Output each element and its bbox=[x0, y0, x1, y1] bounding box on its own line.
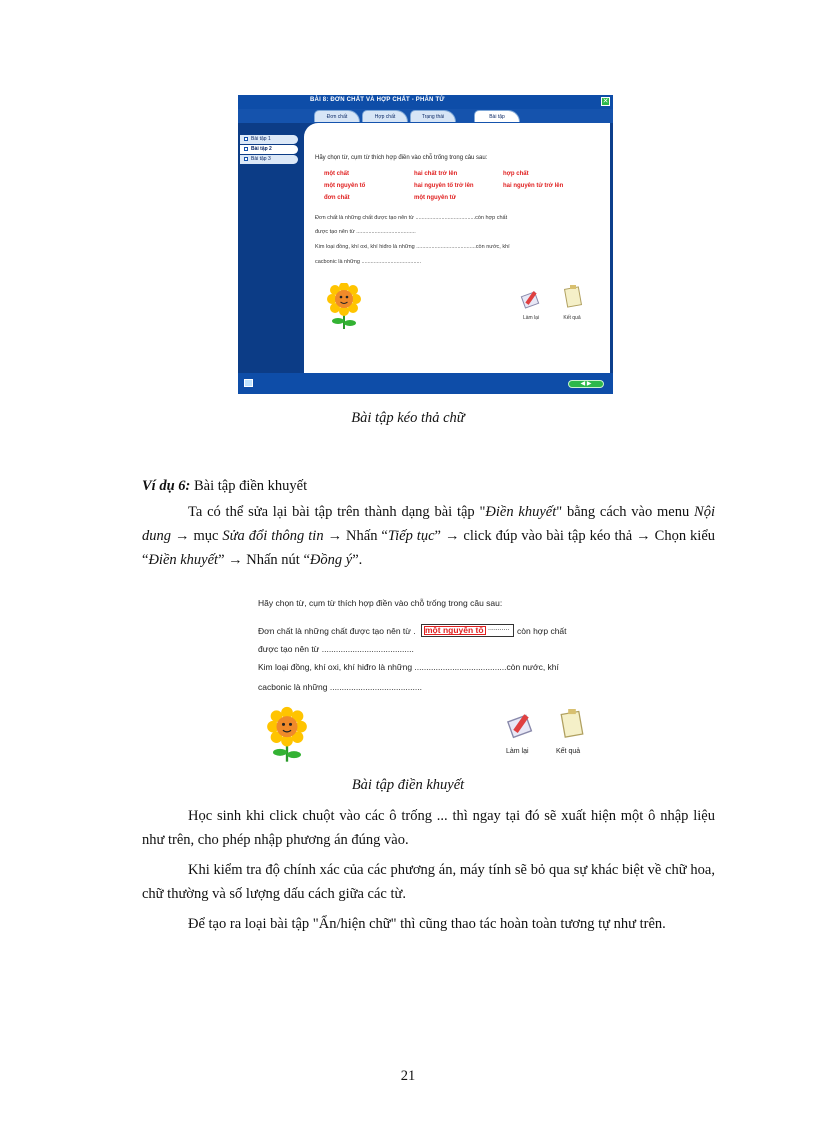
result-icon[interactable] bbox=[558, 706, 586, 740]
reset-icon[interactable] bbox=[506, 710, 536, 740]
figure-caption: Bài tập điền khuyết bbox=[351, 777, 465, 793]
figure-caption: Bài tập kéo thả chữ bbox=[351, 410, 465, 426]
sidebar-item-bai-tap-2[interactable] bbox=[240, 145, 298, 154]
fill-in-dots: ........... bbox=[488, 625, 510, 632]
example-title: Bài tập điền khuyết bbox=[190, 478, 308, 494]
sentence-line: Đơn chất là những chất được tạo nên từ .......................................còn hợp chất bbox=[315, 215, 508, 221]
sidebar-item-bai-tap-1[interactable] bbox=[240, 135, 298, 144]
window-title: BÀI 8: ĐƠN CHẤT VÀ HỢP CHẤT - PHÂN TỬ bbox=[310, 97, 445, 103]
example-heading bbox=[142, 474, 715, 498]
sentence-line: Đơn chất là những chất được tạo nên từ . bbox=[258, 626, 416, 636]
sentence-line: Kim loại đồng, khí oxi, khí hiđro là những .......................................còn nước, khí bbox=[315, 244, 510, 250]
sentence-line: cacbonic là những ....................................... bbox=[258, 682, 422, 692]
option-word[interactable]: hai nguyên tố trở lên bbox=[414, 183, 474, 189]
option-word[interactable]: một chất bbox=[324, 171, 350, 177]
emphasis: Sửa đổi thông tin bbox=[222, 528, 324, 544]
tab-don-chat[interactable]: Đơn chất bbox=[314, 110, 360, 122]
bottom-bar bbox=[238, 373, 613, 394]
text-run: ”. bbox=[352, 552, 363, 568]
question-text: Hãy chọn từ, cụm từ thích hợp điền vào chỗ trống trong câu sau: bbox=[258, 598, 503, 608]
text-run: → mục bbox=[171, 528, 223, 544]
sidebar-item-label: Bài tập 2 bbox=[251, 146, 272, 152]
reset-icon[interactable] bbox=[520, 288, 542, 310]
sentence-line: được tạo nên từ ....................................... bbox=[258, 644, 414, 654]
text-run: Ta có thể sửa lại bài tập trên thành dạng bài tập " bbox=[188, 504, 486, 520]
page-number: 21 bbox=[400, 1068, 416, 1084]
tab-bai-tap[interactable]: Bài tập bbox=[474, 110, 520, 122]
emphasis: Điền khuyết bbox=[485, 504, 557, 520]
result-label[interactable]: Kết quả bbox=[556, 748, 581, 755]
sidebar-item-label: Bài tập 3 bbox=[251, 156, 271, 162]
navigation-arrows-button[interactable]: ◀ ▶ bbox=[568, 380, 604, 388]
screenshot-fill-in-exercise bbox=[248, 592, 588, 772]
result-icon[interactable] bbox=[562, 283, 584, 309]
fill-in-input[interactable] bbox=[421, 624, 514, 637]
tab-hop-chat[interactable]: Hợp chất bbox=[362, 110, 408, 122]
exercise-canvas bbox=[304, 123, 610, 373]
reset-label[interactable]: Làm lại bbox=[522, 315, 540, 321]
emphasis: Điền khuyết bbox=[148, 552, 219, 568]
paragraph bbox=[142, 858, 715, 906]
text-run: " bằng cách vào menu bbox=[556, 504, 695, 520]
sunflower-mascot-icon bbox=[326, 283, 362, 331]
monitor-icon[interactable] bbox=[244, 379, 253, 387]
option-word[interactable]: hai chất trở lên bbox=[414, 171, 458, 177]
question-text: Hãy chọn từ, cụm từ thích hợp điền vào chỗ trống trong câu sau: bbox=[315, 155, 488, 161]
text-run: Học sinh khi click chuột vào các ô trống ... thì ngay tại đó sẽ xuất hiện một ô nhập liệu như trên, cho phép nhập phương án đúng vào. bbox=[142, 808, 715, 848]
paragraph bbox=[142, 804, 715, 852]
text-run: ” → Nhấn nút “ bbox=[218, 552, 310, 568]
reset-label[interactable]: Làm lại bbox=[506, 748, 529, 755]
tab-trang-thai[interactable]: Trạng thái bbox=[410, 110, 456, 122]
sentence-line: Kim loại đồng, khí oxi, khí hiđro là những .......................................còn nước, khí bbox=[258, 662, 559, 672]
paragraph bbox=[142, 500, 715, 572]
text-run: Khi kiểm tra độ chính xác của các phương án, máy tính sẽ bỏ qua sự khác biệt về chữ hoa, chữ thường và số lượng dấu cách giữa các từ. bbox=[142, 862, 715, 902]
example-label: Ví dụ 6: bbox=[142, 478, 191, 494]
close-icon[interactable]: ✕ bbox=[602, 97, 609, 105]
screenshot-drag-drop-exercise bbox=[238, 95, 613, 394]
text-run: ” → click đúp vào bài tập kéo thả → Chọn kiểu “ bbox=[142, 528, 716, 568]
paragraph bbox=[142, 912, 715, 936]
sentence-line: cacbonic là những ....................................... bbox=[315, 259, 422, 265]
sidebar-item-label: Bài tập 1 bbox=[251, 136, 271, 142]
checkbox-icon bbox=[244, 157, 248, 161]
checkbox-icon bbox=[244, 137, 248, 141]
sidebar-item-bai-tap-3[interactable] bbox=[240, 155, 298, 164]
option-word[interactable]: đơn chất bbox=[324, 195, 350, 201]
fill-in-value: một nguyên tố bbox=[425, 625, 484, 635]
emphasis: Đồng ý bbox=[309, 552, 353, 568]
checkbox-icon bbox=[244, 147, 248, 151]
emphasis: Nội dung bbox=[142, 504, 715, 544]
emphasis: Tiếp tục bbox=[387, 528, 435, 544]
text-run: Để tạo ra loại bài tập "Ẩn/hiện chữ" thì cũng thao tác hoàn toàn tương tự như trên. bbox=[188, 916, 666, 932]
option-word[interactable]: hai nguyên tử trở lên bbox=[503, 183, 564, 189]
text-run: → Nhấn “ bbox=[323, 528, 388, 544]
option-word[interactable]: một nguyên tố bbox=[324, 183, 366, 189]
option-word[interactable]: một nguyên tử bbox=[414, 195, 457, 201]
sentence-line: còn hợp chất bbox=[517, 626, 567, 636]
sentence-line: được tạo nên từ ....................................... bbox=[315, 229, 416, 235]
exercise-sidebar bbox=[238, 123, 300, 373]
sunflower-mascot-icon bbox=[266, 706, 308, 766]
option-word[interactable]: hợp chất bbox=[503, 171, 529, 177]
result-label[interactable]: Kết quả bbox=[563, 315, 581, 321]
